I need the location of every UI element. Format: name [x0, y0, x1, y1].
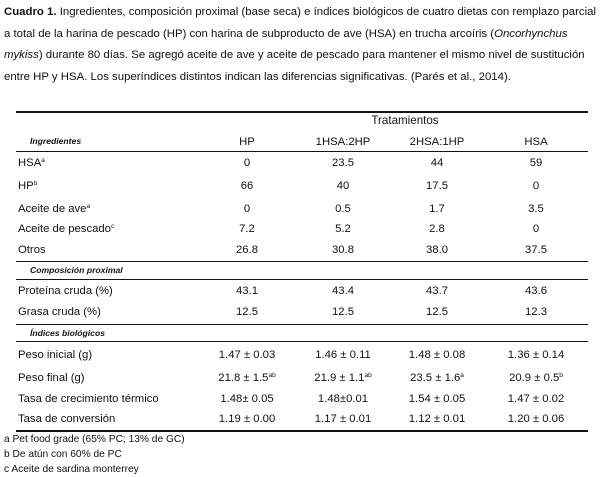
cell: 7.2 — [239, 223, 255, 235]
cell: 0 — [532, 223, 540, 235]
cell: 1.12 ± 0.01 — [408, 413, 466, 425]
cell: 12.5 — [332, 306, 354, 318]
cell: 43.7 — [426, 285, 448, 297]
cell: 37.5 — [525, 244, 547, 256]
cell: 59 — [529, 157, 543, 169]
cell: 1.48 ± 0.08 — [408, 349, 466, 361]
table-top-rule — [16, 111, 588, 113]
cell: 12.5 — [426, 306, 448, 318]
cell: 0.5 — [335, 203, 351, 215]
ingredients-header: Ingredientes — [30, 136, 82, 146]
cell: 12.5 — [236, 306, 258, 318]
footnote-c: c Aceite de sardina monterrey — [4, 464, 139, 475]
indices-rule-bottom — [16, 341, 588, 342]
cell: 1.19 ± 0.00 — [218, 413, 276, 425]
cell: 1.7 — [429, 203, 445, 215]
cell: 1.47 ± 0.03 — [218, 349, 276, 361]
cell: 0 — [243, 203, 251, 215]
cell: 23.5 — [332, 157, 354, 169]
cell: 23.5 ± 1.6$^a$ — [410, 372, 464, 384]
indices-header: Índices biológicos — [30, 328, 105, 338]
cell: 1.46 ± 0.11 — [315, 349, 371, 361]
cell: 1.36 ± 0.14 — [507, 349, 565, 361]
cell: 1.48± 0.05 — [220, 393, 274, 405]
cell: 12.3 — [525, 306, 547, 318]
cell: 30.8 — [332, 244, 354, 256]
cell: 20.9 ± 0.5$^b$ — [509, 372, 563, 384]
col-header-1hsa-2hp: 1HSA:2HP — [315, 136, 371, 148]
header-rule — [16, 151, 588, 152]
proximal-header: Composición proximal — [30, 265, 123, 275]
row-label-otros: Otros — [18, 244, 46, 256]
cell: 1.20 ± 0.06 — [507, 413, 565, 425]
cell: 1.48±0.01 — [317, 393, 369, 405]
row-label-hp: $HP^b$ — [18, 180, 38, 192]
footnote-a: a Pet food grade (65% PC; 13% de GC) — [4, 434, 185, 445]
cell: 21.9 ± 1.1$^{ab}$ — [314, 372, 372, 384]
cell: 66 — [240, 180, 254, 192]
cell: 1.54 ± 0.05 — [408, 393, 466, 405]
caption-species: Oncorhynchus mykiss — [4, 27, 568, 61]
cell: 43.6 — [525, 285, 547, 297]
cell: 43.1 — [236, 285, 258, 297]
cell: 3.5 — [528, 203, 544, 215]
group-header: Tratamientos — [371, 114, 439, 127]
row-label-peso-final: Peso final (g) — [18, 372, 85, 384]
indices-rule-top — [16, 324, 588, 325]
cell: 5.2 — [335, 223, 351, 235]
col-header-2hsa-1hp: 2HSA:1HP — [409, 136, 465, 148]
cell: 2.8 — [429, 223, 445, 235]
table-caption — [4, 2, 596, 88]
cell: 0 — [243, 157, 251, 169]
row-label-proteina: Proteína cruda (%) — [18, 285, 113, 297]
row-label-aceite-ave: Aceite de ave$^a$ — [18, 203, 91, 215]
cell: 44 — [430, 157, 444, 169]
row-label-tasa-conversion: Tasa de conversión — [18, 413, 116, 425]
cell: 21.8 ± 1.5$^{ab}$ — [218, 372, 276, 384]
cell: 40 — [336, 180, 350, 192]
footnote-b: b De atún con 60% de PC — [4, 449, 122, 460]
row-label-peso-inicial: Peso inicial (g) — [18, 349, 93, 361]
table-bottom-rule — [16, 430, 588, 432]
caption-text-before: Ingredientes, composición proximal (base seca) e índices biológicos de cuatro dietas con remplazo parcial a total de la harina de pescado (HP) con harina de subproducto de ave (HSA) en trucha arcoíris ( — [4, 6, 596, 40]
caption-label: Cuadro 1. — [4, 6, 57, 18]
caption-text-after: ) durante 80 días. Se agregó aceite de ave y aceite de pescado para mantener el mismo nivel de sustitución entre HP y HSA. Los superíndices distintos indican las diferencias significativas. (Parés et al., 2014). — [4, 49, 585, 83]
cell: 0 — [532, 180, 540, 192]
cell: 17.5 — [426, 180, 448, 192]
row-label-tasa-crecimiento: Tasa de crecimiento térmico — [18, 393, 159, 405]
proximal-rule-bottom — [16, 279, 588, 280]
cell: 38.0 — [426, 244, 448, 256]
col-header-hp: HP — [239, 136, 255, 148]
cell: 1.47 ± 0.02 — [507, 393, 565, 405]
col-header-hsa: HSA — [524, 136, 548, 148]
row-label-grasa: Grasa cruda (%) — [18, 306, 101, 318]
cell: 1.17 ± 0.01 — [314, 413, 372, 425]
row-label-aceite-pescado: Aceite de pescado$^c$ — [18, 223, 115, 235]
cell: 43.4 — [332, 285, 354, 297]
proximal-rule-top — [16, 261, 588, 262]
cell: 26.8 — [236, 244, 258, 256]
row-label-hsa: HSA$^a$ — [18, 157, 45, 169]
